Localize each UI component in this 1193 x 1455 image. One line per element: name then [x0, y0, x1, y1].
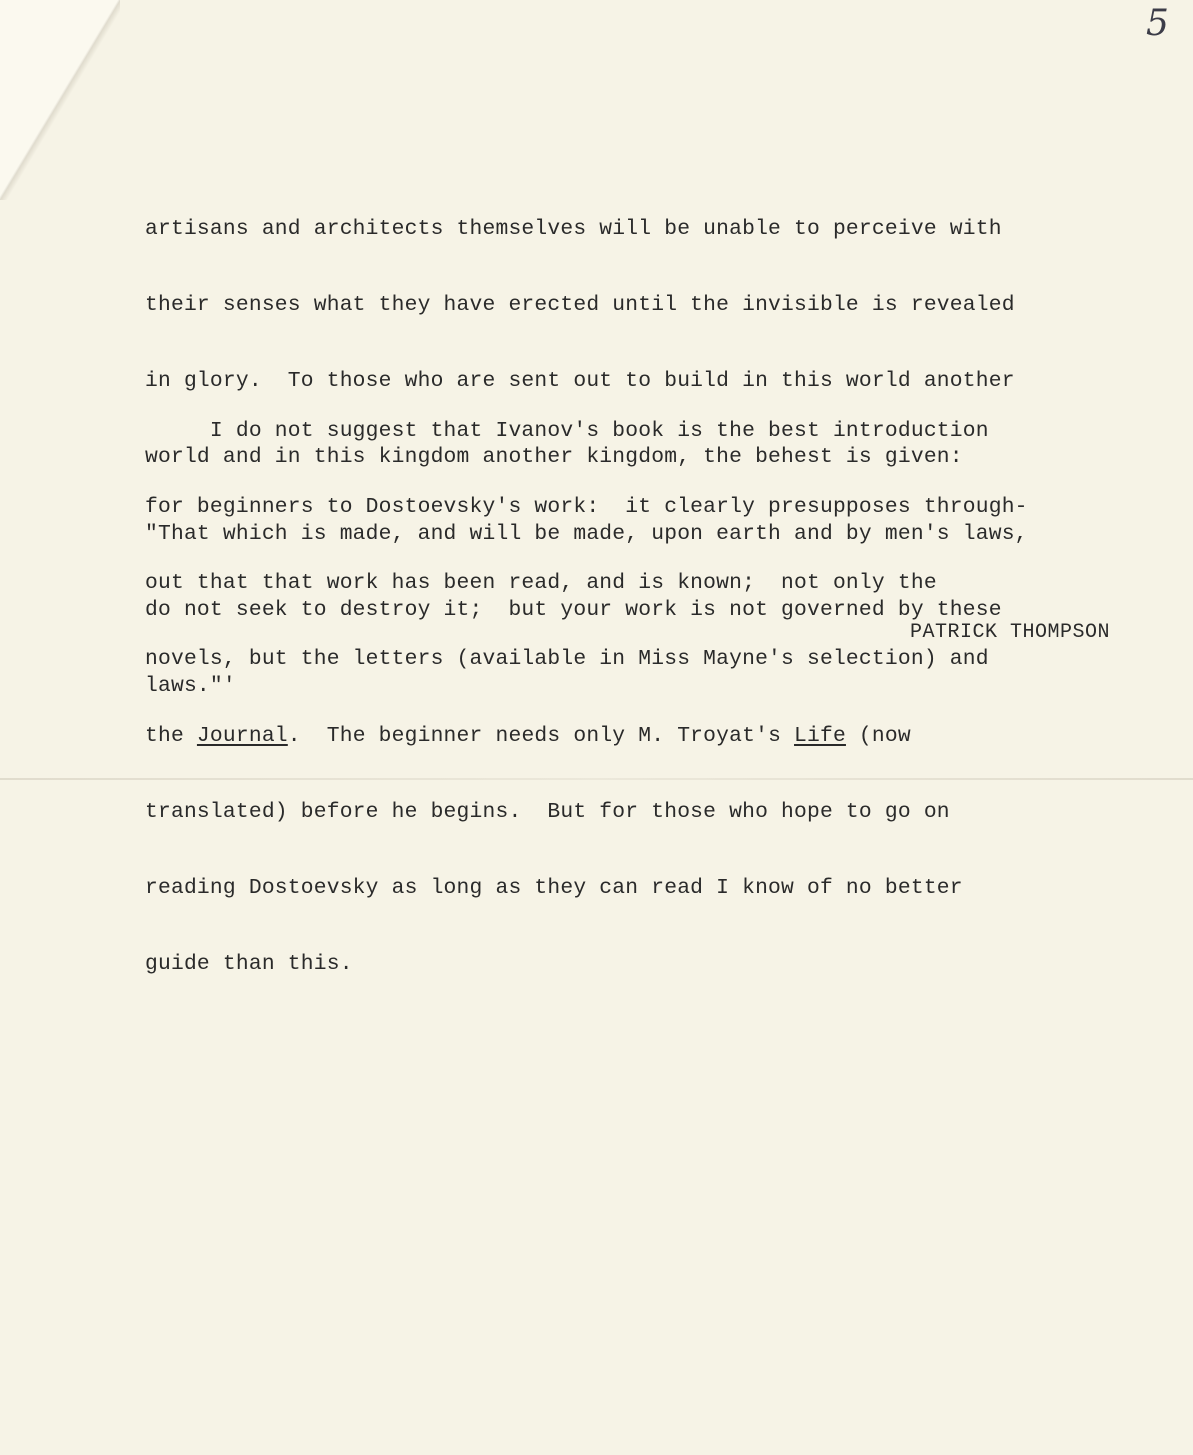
paragraph-2-line: [145, 724, 1185, 749]
paragraph-1-line: do not seek to destroy it; but your work is not governed by these: [145, 597, 1002, 622]
paragraph-1-line: artisans and architects themselves will be unable to perceive with: [145, 216, 1002, 241]
paragraph-2-line: translated) before he begins. But for those who hope to go on: [145, 799, 950, 824]
folded-corner-shadow: [0, 0, 120, 200]
paragraph-1-line: laws."': [145, 674, 236, 699]
paragraph-1-line: their senses what they have erected until the invisible is revealed: [145, 293, 1015, 318]
text-segment: . The beginner needs only M. Troyat's: [287, 723, 795, 748]
paragraph-2-line: for beginners to Dostoevsky's work: it clearly presupposes through-: [145, 495, 1028, 520]
text-segment: (now: [845, 723, 911, 748]
paragraph-1-line: "That which is made, and will be made, upon earth and by men's laws,: [145, 521, 1028, 546]
page-number: 5: [1146, 3, 1169, 44]
paragraph-2-line: novels, but the letters (available in Miss Mayne's selection) and: [145, 647, 989, 672]
journal-title: Journal: [196, 723, 288, 748]
text-segment: the: [145, 723, 197, 748]
paragraph-2: [145, 368, 1185, 1029]
paragraph-2-line: guide than this.: [145, 952, 353, 977]
author-signature: PATRICK THOMPSON: [910, 621, 1111, 644]
paragraph-2-line: reading Dostoevsky as long as they can read I know of no better: [145, 876, 963, 901]
paragraph-2-line: out that that work has been read, and is known; not only the: [145, 571, 937, 596]
life-title: Life: [794, 723, 846, 748]
paragraph-1-line: in glory. To those who are sent out to build in this world another: [145, 369, 1015, 394]
paragraph-1-line: world and in this kingdom another kingdom, the behest is given:: [145, 445, 963, 470]
paragraph-2-line: I do not suggest that Ivanov's book is the best introduction: [145, 418, 989, 443]
